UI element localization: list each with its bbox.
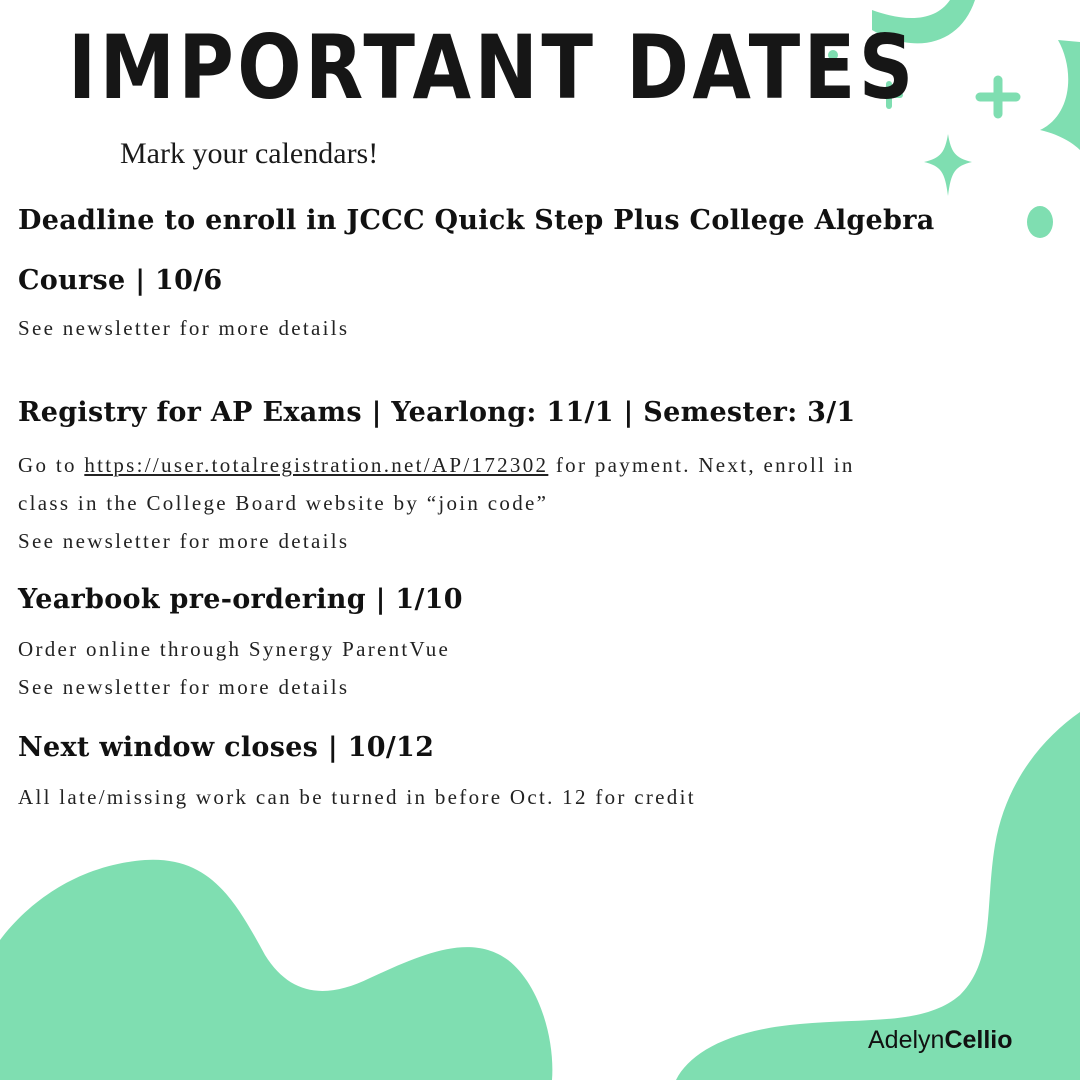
- section-heading-window: Next window closes | 10/12: [18, 732, 435, 763]
- section-detail-line: [18, 453, 855, 478]
- brand-first: Adelyn: [868, 1026, 945, 1054]
- sparkle-swoosh-icon: [1040, 40, 1080, 150]
- brand-last: Cellio: [944, 1026, 1013, 1054]
- section-detail: All late/missing work can be turned in before Oct. 12 for credit: [18, 785, 696, 809]
- plus-large-icon: [980, 80, 1016, 114]
- sparkle-large-icon: [924, 134, 972, 196]
- registration-link[interactable]: https://user.totalregistration.net/AP/172302: [84, 453, 549, 477]
- section-detail: See newsletter for more details: [18, 316, 350, 340]
- page-title: IMPORTANT DATES: [68, 16, 917, 119]
- section-heading-jccc: Deadline to enroll in JCCC Quick Step Plus College Algebra: [18, 205, 935, 236]
- blob-bottom-right: [676, 712, 1080, 1080]
- detail-text: for payment. Next, enroll in: [548, 453, 855, 477]
- section-detail: Order online through Synergy ParentVue: [18, 637, 451, 661]
- section-detail: class in the College Board website by “join code”: [18, 491, 549, 515]
- detail-text: Go to: [18, 453, 85, 477]
- subtitle: Mark your calendars!: [120, 137, 379, 170]
- blob-dot-icon: [1027, 206, 1053, 238]
- brand-signature: [868, 1026, 1013, 1055]
- section-heading-jccc-cont: Course | 10/6: [18, 265, 223, 296]
- section-heading-ap-exams: Registry for AP Exams | Yearlong: 11/1 | Semester: 3/1: [18, 397, 856, 428]
- section-detail: See newsletter for more details: [18, 529, 350, 553]
- section-detail: See newsletter for more details: [18, 675, 350, 699]
- section-heading-yearbook: Yearbook pre-ordering | 1/10: [18, 584, 463, 615]
- blob-bottom-left: [0, 860, 552, 1080]
